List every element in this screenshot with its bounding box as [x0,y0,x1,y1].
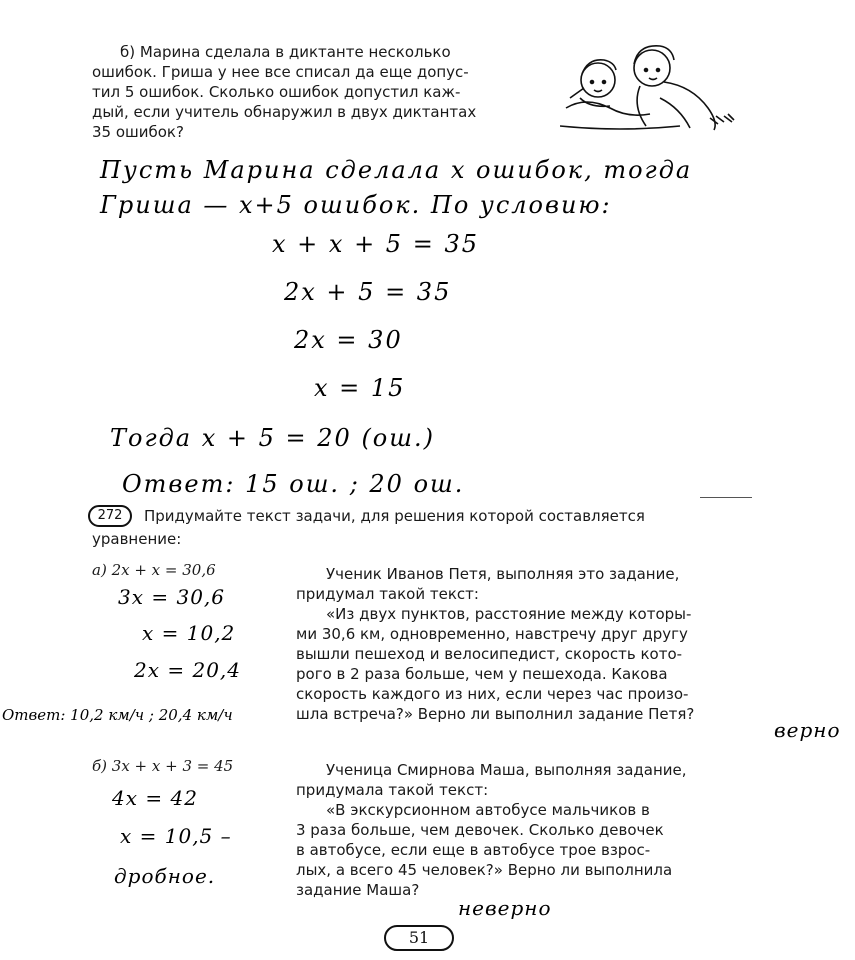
children-illustration [560,38,750,138]
part-b-equation: б) 3x + x + 3 = 45 [92,757,234,775]
solution-line-2: Гриша — х+5 ошибок. По условию: [100,191,612,219]
part-b-line: «В экскурсионном автобусе мальчиков в [326,801,650,819]
equation-4: х = 15 [314,374,406,402]
part-b-text [296,760,756,900]
part-b-work-1: 4х = 42 [112,786,198,810]
part-a-work-2: х = 10,2 [142,621,236,645]
page-number: 51 [384,925,454,951]
part-b-work-2: х = 10,5 – [120,824,232,848]
part-a-line: вышли пешеход и велосипедист, скорость кото- [296,645,683,663]
part-a-work-1: 3х = 30,6 [118,585,226,609]
part-b-work-3: дробное. [114,864,216,888]
problem-b-line: дый, если учитель обнаружил в двух диктантах [92,103,477,121]
part-a-line: Ученик Иванов Петя, выполняя это задание, [326,565,680,583]
part-a-line: ми 30,6 км, одновременно, навстречу друг другу [296,625,688,643]
part-a-line: шла встреча?» Верно ли выполнил задание Петя? [296,705,695,723]
part-b-line: задание Маша? [296,881,420,899]
part-a-equation: а) 2x + x = 30,6 [92,561,216,579]
part-a-line: рого в 2 раза больше, чем у пешехода. Какова [296,665,668,683]
part-b-line: Ученица Смирнова Маша, выполняя задание, [326,761,687,779]
part-a-line: придумал такой текст: [296,585,479,603]
solution-then: Тогда х + 5 = 20 (ош.) [110,424,435,452]
task-number-badge: 272 [88,505,132,527]
problem-b-text [92,42,552,142]
part-a-text [296,564,756,724]
problem-b-line: 35 ошибок? [92,123,184,141]
solution-line-1: Пусть Марина сделала х ошибок, тогда [100,156,693,184]
part-b-line: придумала такой текст: [296,781,489,799]
part-b-line: лых, а всего 45 человек?» Верно ли выполнила [296,861,673,879]
solution-answer: Ответ: 15 ош. ; 20 ош. [122,470,465,498]
problem-b-line: ошибок. Гриша у нее все списал да еще допус- [92,63,469,81]
problem-b-line: тил 5 ошибок. Сколько ошибок допустил каж- [92,83,461,101]
task-line-2: уравнение: [92,530,182,548]
part-a-work-3: 2х = 20,4 [134,658,242,682]
part-b-line: в автобусе, если еще в автобусе трое взрос- [296,841,651,859]
part-a-line: скорость каждого из них, если через час произо- [296,685,689,703]
part-b-line: 3 раза больше, чем девочек. Сколько девочек [296,821,664,839]
part-a-line: «Из двух пунктов, расстояние между которы- [326,605,692,623]
part-b-verdict: неверно [458,896,552,920]
problem-b-line: б) Марина сделала в диктанте несколько [120,43,451,61]
part-a-verdict: верно [774,718,841,742]
task-line-1: Придумайте текст задачи, для решения которой составляется [144,507,645,525]
equation-2: 2х + 5 = 35 [284,278,452,306]
part-a-answer: Ответ: 10,2 км/ч ; 20,4 км/ч [2,706,233,724]
equation-3: 2х = 30 [294,326,403,354]
equation-1: х + х + 5 = 35 [272,230,479,258]
divider-line [700,497,752,498]
